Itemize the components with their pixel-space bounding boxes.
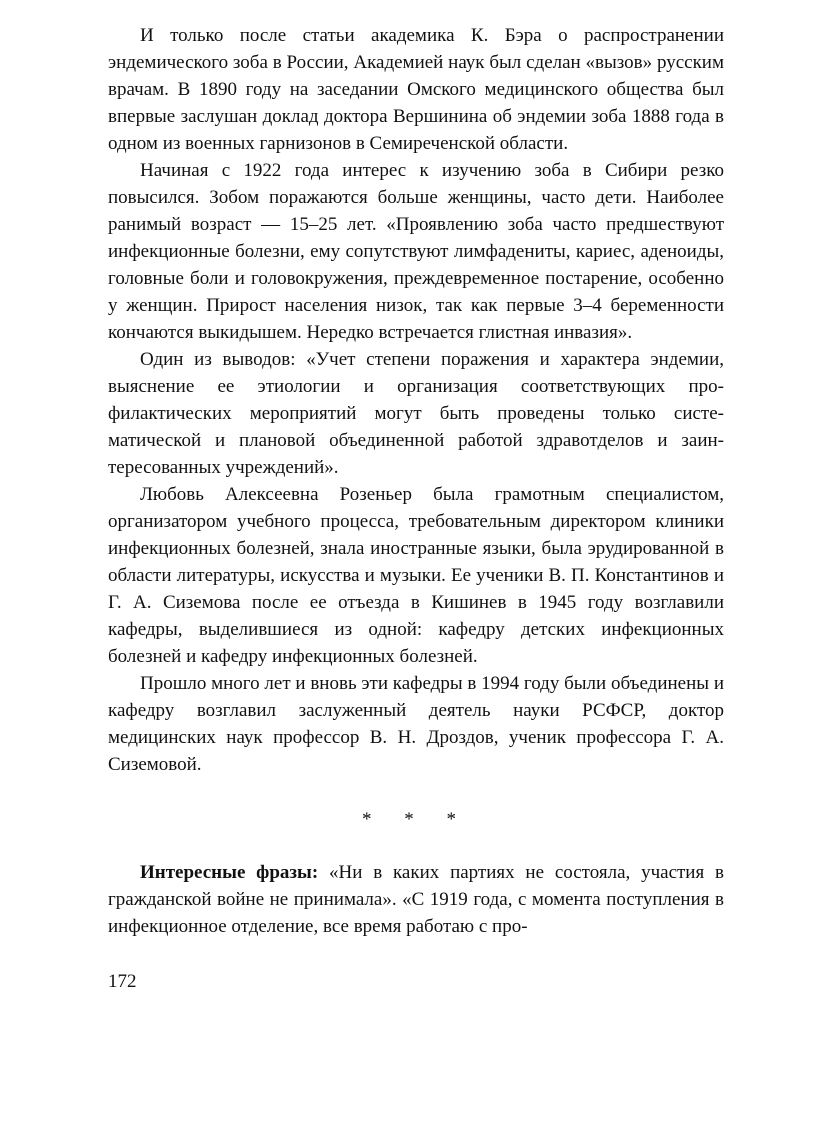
section-separator: * * * — [362, 809, 470, 830]
page-number: 172 — [108, 971, 137, 992]
paragraph-2: Начиная с 1922 года интерес к изучению зоба в Сибири резко повысился. Зобом поражаются больше женщины, часто дети. Наиболее ранимый возраст — 15–25 лет. «Проявлению зоба часто предшествуют инфекционные болезни, ему сопутствуют лимфадениты, кариес, аденоиды, головные боли и головокружения, преждевременное постарение, особенно у женщин. Прирост населения низок, так как первые 3–4 беременности кончаются выкидышем. Нередко встречается глистная инвазия». — [108, 160, 724, 343]
body-text — [108, 22, 724, 940]
paragraph-5: Прошло много лет и вновь эти кафедры в 1994 году были объединены и кафедру возглавил заслуженный деятель науки РСФСР, доктор медицинских наук профессор В. Н. Дроздов, ученик профессора Г. А. Сиземовой. — [108, 673, 724, 775]
paragraph-1: И только после статьи академика К. Бэра о распространении эндемического зоба в России, Академией наук был сделан «вызов» русским врачам. В 1890 году на заседании Омского медицинского общества был впервые заслушан доклад доктора Вершинина об эндемии зоба 1888 года в одном из военных гарнизонов в Семиреченской области. — [108, 25, 724, 154]
paragraph-final-lead: Интересные фразы: — [140, 862, 319, 883]
paragraph-4: Любовь Алексеевна Розеньер была грамотным специалистом, организатором учебного процесса, требовательным директором клиники инфекционных болезней, знала иностранные языки, была эрудированной в области литературы, искусства и музыки. Ее ученики В. П. Константинов и Г. А. Сиземова после ее отъезда в Кишинев в 1945 году возглавили кафедры, выделившиеся из одной: кафедру детских инфекционных болезней и кафедру инфекционных болезней. — [108, 484, 724, 667]
paragraph-final — [108, 859, 724, 940]
paragraph-final-text: «Ни в каких партиях не состояла, участия в гражданской войне не принимала». «С 1919 года, с момента поступления в инфекционное отделение, все время работаю с про- — [108, 862, 724, 937]
paragraph-3: Один из выводов: «Учет степени поражения и характера эндемии, выяснение ее этиологии и организация соответствующих профилактических мероприятий могут быть проведены только систематической и плановой объединенной работой здравотделов и заинтересованных учреждений». — [108, 349, 724, 478]
